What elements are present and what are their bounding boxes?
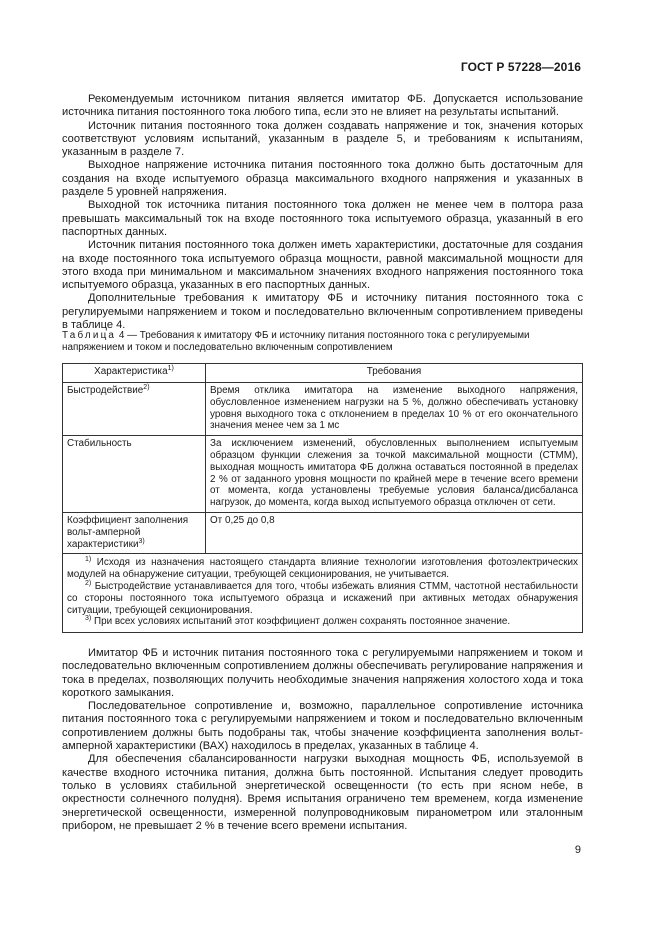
table-caption — [62, 330, 583, 354]
table-row — [63, 512, 583, 553]
table-header-row — [63, 364, 583, 383]
footnote-ref: 2) — [143, 384, 150, 391]
body-text-top — [62, 93, 583, 332]
document-id-header: ГОСТ Р 57228—2016 — [460, 60, 581, 74]
requirements-table — [62, 363, 583, 633]
paragraph: Выходное напряжение источника питания постоянного тока должно быть достаточным для создания на входе испытуемого образца максимального входного напряжения и указанных в разделе 5 уровней напряжения. — [62, 159, 583, 199]
paragraph: Рекомендуемым источником питания является имитатор ФБ. Допускается использование источника питания постоянного тока любого типа, если это не влияет на результаты испытаний. — [62, 93, 583, 119]
table-notes-cell — [63, 554, 583, 633]
body-text-bottom — [62, 647, 583, 833]
header-requirements: Требования — [206, 364, 583, 383]
table-caption-label: Таблица — [62, 330, 117, 341]
footnote-ref: 3) — [138, 537, 145, 545]
table-caption-text: — Требования к имитатору ФБ и источнику питания постоянного тока с регулируемыми напряжением и током и последовательно включенным сопротивлением — [62, 330, 530, 353]
table-row — [63, 383, 583, 436]
paragraph: Источник питания постоянного тока должен иметь характеристики, достаточные для создания на входе постоянного тока испытуемого образца мощности, равной максимальной мощности для этого входа при минимальном и максимальном значениях входного напряжения постоянного тока испытуемого образца, указанных в его паспортных данных. — [62, 239, 583, 292]
paragraph: Дополнительные требования к имитатору ФБ и источнику питания постоянного тока с регулируемыми напряжением и током и последовательно включенным сопротивлением приведены в таблице 4. — [62, 292, 583, 332]
table-row — [63, 436, 583, 513]
table-footnote: $^{1)}$ Исходя из назначения настоящего стандарта влияние технологии изготовления фотоэлектрических модулей на обнаружение ситуации, требующей секционирования, не учитывается. — [67, 556, 578, 581]
paragraph: Имитатор ФБ и источник питания постоянного тока с регулируемыми напряжением и током и последовательно включенным сопротивлением должны обеспечивать регулирование напряжения и тока в пределах, позволяющих получить необходимые значения напряжения холостого хода и тока короткого замыкания. — [62, 647, 583, 699]
paragraph: Последовательное сопротивление и, возможно, параллельное сопротивление источника питания постоянного тока с регулируемыми напряжением и током и последовательно включенным сопротивлением должны быть подобраны так, чтобы значение коэффициента заполнения вольт-амперной характеристики (ВАХ) находилось в пределах, указанных в таблице 4. — [62, 700, 583, 753]
requirement-cell: За исключением изменений, обусловленных выполнением испытуемым образцом функции слежения за точкой максимальной мощности (СТММ), выходная мощность имитатора ФБ должна оставаться постоянной в пределах 2 % от заданного уровня мощности по крайней мере в течение всего времени от момента, когда установлены требуемые условия баланса/дисбаланса нагрузок, до момента, когда выход испытуемого образца отключен от сети. — [206, 436, 583, 513]
table-caption-number: 4 — [118, 330, 125, 341]
paragraph: Для обеспечения сбалансированности нагрузки выходная мощность ФБ, используемой в качестве входного источника питания, должна быть постоянной. Испытания следует проводить только в условиях стабильной энергетической освещенности (то есть при ясном небе, в окрестности солнечного полудня). Время испытания ограничено тем временем, когда изменение энергетической освещенности, измеренной полупроводниковым пиранометром или эталонным прибором, не превышает 2 % в течение всего времени испытания. — [62, 753, 583, 832]
table-footnote: $^{3)}$ При всех условиях испытаний этот коэффициент должен сохранять постоянное значение. — [85, 615, 511, 628]
characteristic-cell: Быстродействие$^{2)}$ — [63, 383, 206, 436]
paragraph: Выходной ток источника питания постоянного тока должен не менее чем в полтора раза превышать максимальный ток на входе постоянного тока испытуемого образца, указанный в его паспортных данных. — [62, 199, 583, 238]
requirement-cell: От 0,25 до 0,8 — [206, 512, 583, 553]
paragraph: Источник питания постоянного тока должен создавать напряжение и ток, значения которых соответствуют условиям испытаний, указанным в разделе 5, и требованиям к испытаниям, указанным в разделе 7. — [62, 119, 583, 159]
header-characteristic: Характеристика$^{1)}$ — [63, 364, 206, 383]
footnote-ref: 1) — [167, 365, 174, 372]
characteristic-cell: Стабильность — [63, 436, 206, 513]
characteristic-cell: Коэффициент заполнения вольт-амперной характеристики$^{3)}$ — [63, 512, 206, 553]
page-number: 9 — [574, 844, 581, 856]
table-footnote: $^{2)}$ Быстродействие устанавливается для того, чтобы избежать влияния СТММ, частотной нестабильности со стороны постоянного тока испытуемого образца и искажений при активных методах обнаружения ситуации, требующей секционирования. — [67, 579, 578, 616]
table-notes-row — [63, 554, 583, 633]
requirement-cell: Время отклика имитатора на изменение выходного напряжения, обусловленное изменением нагрузки на 5 %, должно обеспечивать установку уровня выходного тока с отклонением в пределах 10 % от его окончательного значения менее чем за 1 мс — [206, 383, 583, 436]
